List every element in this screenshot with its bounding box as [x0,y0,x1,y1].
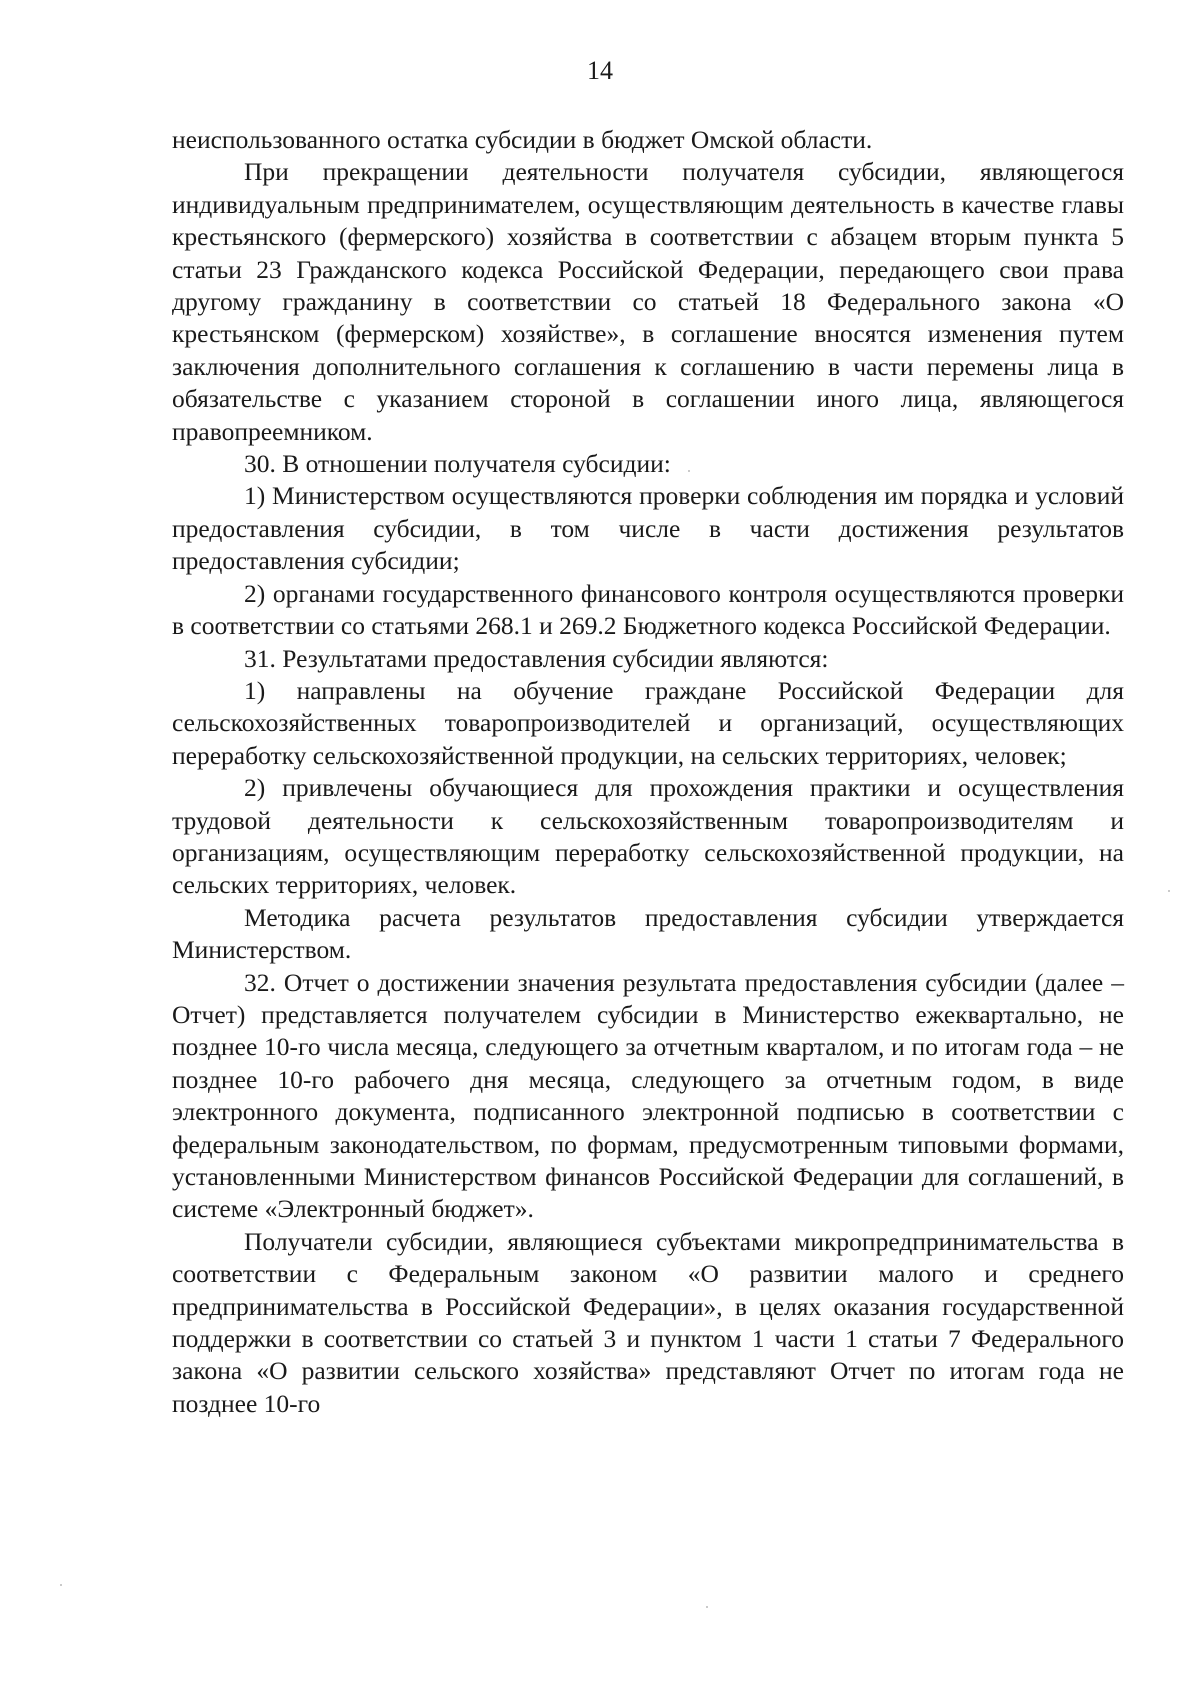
scan-speck [706,1606,708,1608]
paragraph-item-31-2: 2) привлечены обучающиеся для прохождения практики и осуществления трудовой деятельности к сельскохозяйственным товаропроизводителям и организациям, осуществляющим переработку сельскохозяйственной продукции, на сельских территориях, человек. [172,773,1124,900]
paragraph-item-32: 32. Отчет о достижении значения результата предоставления субсидии (далее – Отчет) представляется получателем субсидии в Министерство ежеквартально, не позднее 10-го числа месяца, следующего за отчетным кварталом, и по итогам года – не позднее 10-го рабочего дня месяца, следующего за отчетным годом, в виде электронного документа, подписанного электронной подписью в соответствии с федеральным законодательством, по формам, предусмотренным типовыми формами, установленными Министерством финансов Российской Федерации для соглашений, в системе «Электронный бюджет». [172,967,1124,1224]
paragraph-continuation: неиспользованного остатка субсидии в бюджет Омской области. [172,125,873,154]
paragraph-item-30-1: 1) Министерством осуществляются проверки соблюдения им порядка и условий предоставления субсидии, в том числе в части достижения результатов предоставления субсидии; [172,481,1124,576]
paragraph-item-30: 30. В отношении получателя субсидии: [244,449,671,479]
paragraph-methodology: Методика расчета результатов предоставления субсидии утверждается Министерством. [172,902,1124,965]
paragraph-item-30-2: 2) органами государственного финансового контроля осуществляются проверки в соответствии со статьями 268.1 и 269.2 Бюджетного кодекса Российской Федерации. [172,578,1124,641]
paragraph-farm-termination: При прекращении деятельности получателя субсидии, являющегося индивидуальным предпринимателем, осуществляющим деятельность в качестве главы крестьянского (фермерского) хозяйства в соответствии с абзацем вторым пункта 5 статьи 23 Гражданского кодекса Российской Федерации, передающего свои права другому гражданину в соответствии со статьей 18 Федерального закона «О крестьянском (фермерском) хозяйстве», в соглашение вносятся изменения путем заключения дополнительного соглашения к соглашению в части перемены лица в обязательстве с указанием стороной в соглашении иного лица, являющегося правопреемником. [172,157,1124,446]
page-number: 14 [587,56,613,85]
scan-speck [60,1584,62,1586]
document-body [172,124,1124,1420]
paragraph-item-31: 31. Результатами предоставления субсидии являются: [244,643,829,673]
paragraph-micro-enterprises: Получатели субсидии, являющиеся субъектами микропредпринимательства в соответствии с Федеральным законом «О развитии малого и среднего предпринимательства в Российской Федерации», в целях оказания государственной поддержки в соответствии со статьей 3 и пунктом 1 части 1 статьи 7 Федерального закона «О развитии сельского хозяйства» представляют Отчет по итогам года не позднее 10-го [172,1226,1124,1418]
scan-speck [688,470,690,472]
scan-speck [1168,890,1170,892]
paragraph-item-31-1: 1) направлены на обучение граждане Российской Федерации для сельскохозяйственных товаропроизводителей и организаций, осуществляющих переработку сельскохозяйственной продукции, на сельских территориях, человек; [172,675,1124,770]
